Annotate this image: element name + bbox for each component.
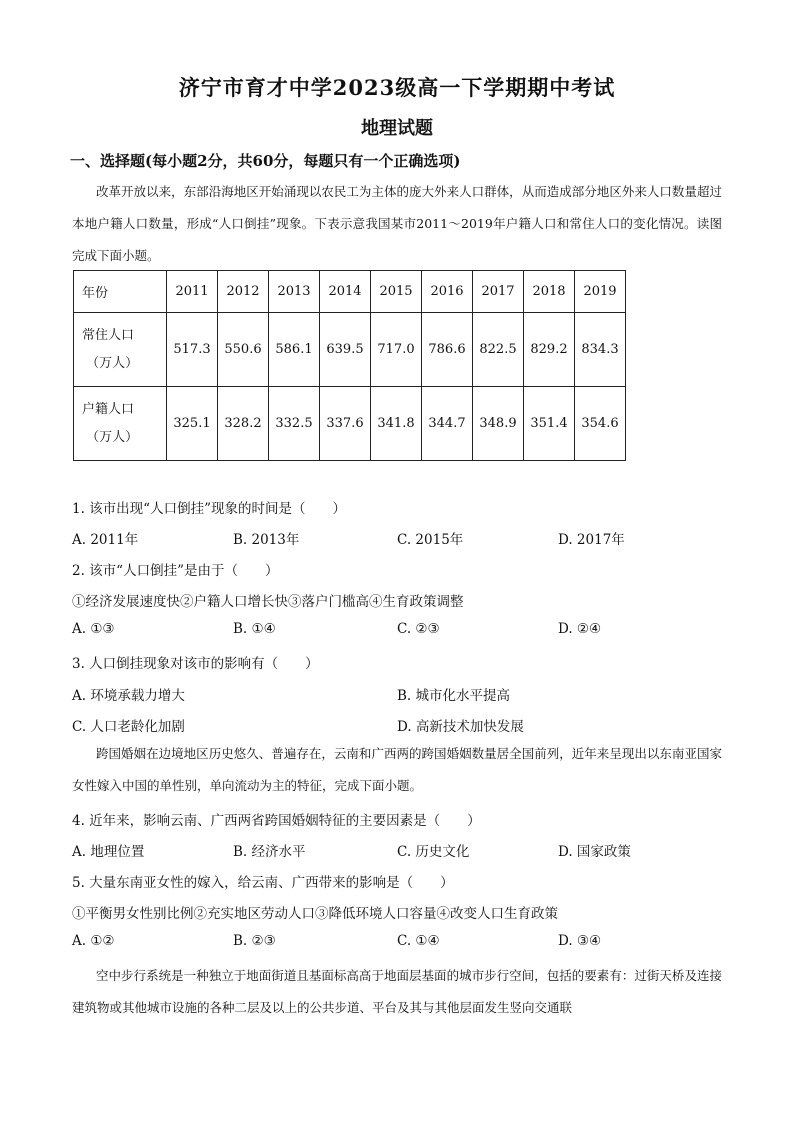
question-4-option-c: C. 历史文化 (397, 844, 470, 860)
question-3-option-c: C. 人口老龄化加剧 (72, 719, 185, 735)
question-3-stem: 3. 人口倒挂现象对该市的影响有（ ） (72, 656, 319, 672)
question-2-option-d: D. ②④ (558, 621, 602, 637)
population-table (73, 270, 626, 461)
year-cell: 2017 (473, 271, 524, 313)
question-1-option-b: B. 2013年 (233, 532, 300, 548)
value-cell: 328.2 (218, 387, 269, 461)
question-4-option-d: D. 国家政策 (558, 844, 631, 860)
value-cell: 786.6 (422, 313, 473, 387)
table-header-row (74, 271, 626, 313)
table-row (74, 387, 626, 461)
question-2-stem: 2. 该市“人口倒挂”是由于（ ） (72, 563, 279, 579)
value-cell: 341.8 (371, 387, 422, 461)
question-5-option-a: A. ①② (72, 933, 115, 949)
value-cell: 354.6 (575, 387, 626, 461)
question-1-option-d: D. 2017年 (558, 532, 625, 548)
question-1-option-c: C. 2015年 (397, 532, 464, 548)
value-cell: 337.6 (320, 387, 371, 461)
question-1-stem: 1. 该市出现“人口倒挂”现象的时间是（ ） (72, 501, 346, 517)
row-label-line1: 常住人口 (82, 327, 135, 343)
question-4-option-b: B. 经济水平 (233, 844, 306, 860)
question-2-option-b: B. ①④ (233, 621, 276, 637)
question-5-option-c: C. ①④ (397, 933, 440, 949)
row-label (74, 387, 167, 461)
passage-2 (72, 738, 722, 802)
value-cell: 829.2 (524, 313, 575, 387)
passage-1-text: 改革开放以来，东部沿海地区开始涌现以农民工为主体的庞大外来人口群体，从而造成部分地区外来人口数量超过本地户籍人口数量，形成“人口倒挂”现象。下表示意我国某市2011～2019年户籍人口和常住人口的变化情况。读图完成下面小题。 (72, 184, 722, 263)
year-cell: 2018 (524, 271, 575, 313)
page-subtitle: 地理试题 (361, 118, 433, 139)
page-title: 济宁市育才中学2023级高一下学期期中考试 (178, 75, 616, 100)
question-3-option-d: D. 高新技术加快发展 (397, 719, 524, 735)
question-3-option-b: B. 城市化水平提高 (397, 688, 511, 704)
question-1-option-a: A. 2011年 (72, 532, 139, 548)
year-cell: 2016 (422, 271, 473, 313)
question-2-info: ①经济发展速度快②户籍人口增长快③落户门槛高④生育政策调整 (72, 594, 464, 610)
value-cell: 351.4 (524, 387, 575, 461)
passage-2-text: 跨国婚姻在边境地区历史悠久、普遍存在，云南和广西两的跨国婚姻数量居全国前列，近年来呈现出以东南亚国家女性嫁入中国的单性别，单向流动为主的特征，完成下面小题。 (72, 746, 722, 793)
value-cell: 550.6 (218, 313, 269, 387)
question-5-option-d: D. ③④ (558, 933, 602, 949)
value-cell: 834.3 (575, 313, 626, 387)
table-row (74, 313, 626, 387)
row-label-line2: （万人） (86, 429, 139, 445)
value-cell: 344.7 (422, 387, 473, 461)
year-cell: 2015 (371, 271, 422, 313)
passage-1 (72, 176, 722, 272)
value-cell: 332.5 (269, 387, 320, 461)
passage-3-text: 空中步行系统是一种独立于地面街道且基面标高高于地面层基面的城市步行空间，包括的要素有：过街天桥及连接建筑物或其他城市设施的各种二层及以上的公共步道、平台及其与其他层面发生竖向交通联 (72, 968, 722, 1015)
question-5-stem: 5. 大量东南亚女性的嫁入，给云南、广西带来的影响是（ ） (72, 875, 454, 891)
year-cell: 2013 (269, 271, 320, 313)
question-4-stem: 4. 近年来，影响云南、广西两省跨国婚姻特征的主要因素是（ ） (72, 813, 481, 829)
question-2-option-c: C. ②③ (397, 621, 440, 637)
value-cell: 348.9 (473, 387, 524, 461)
year-cell: 2014 (320, 271, 371, 313)
value-cell: 639.5 (320, 313, 371, 387)
year-cell: 2012 (218, 271, 269, 313)
section-heading: 一、选择题(每小题2分，共60分，每题只有一个正确选项) (70, 152, 461, 170)
question-3-option-a: A. 环境承载力增大 (72, 688, 185, 704)
row-label-line1: 户籍人口 (82, 401, 135, 417)
value-cell: 325.1 (167, 387, 218, 461)
table-header-label: 年份 (74, 271, 167, 313)
value-cell: 822.5 (473, 313, 524, 387)
row-label-line2: （万人） (86, 355, 139, 371)
value-cell: 517.3 (167, 313, 218, 387)
question-4-option-a: A. 地理位置 (72, 844, 145, 860)
value-cell: 586.1 (269, 313, 320, 387)
value-cell: 717.0 (371, 313, 422, 387)
row-label (74, 313, 167, 387)
question-2-option-a: A. ①③ (72, 621, 115, 637)
question-5-info: ①平衡男女性别比例②充实地区劳动人口③降低环境人口容量④改变人口生育政策 (72, 906, 558, 922)
passage-3 (72, 960, 722, 1024)
year-cell: 2019 (575, 271, 626, 313)
year-cell: 2011 (167, 271, 218, 313)
question-5-option-b: B. ②③ (233, 933, 276, 949)
